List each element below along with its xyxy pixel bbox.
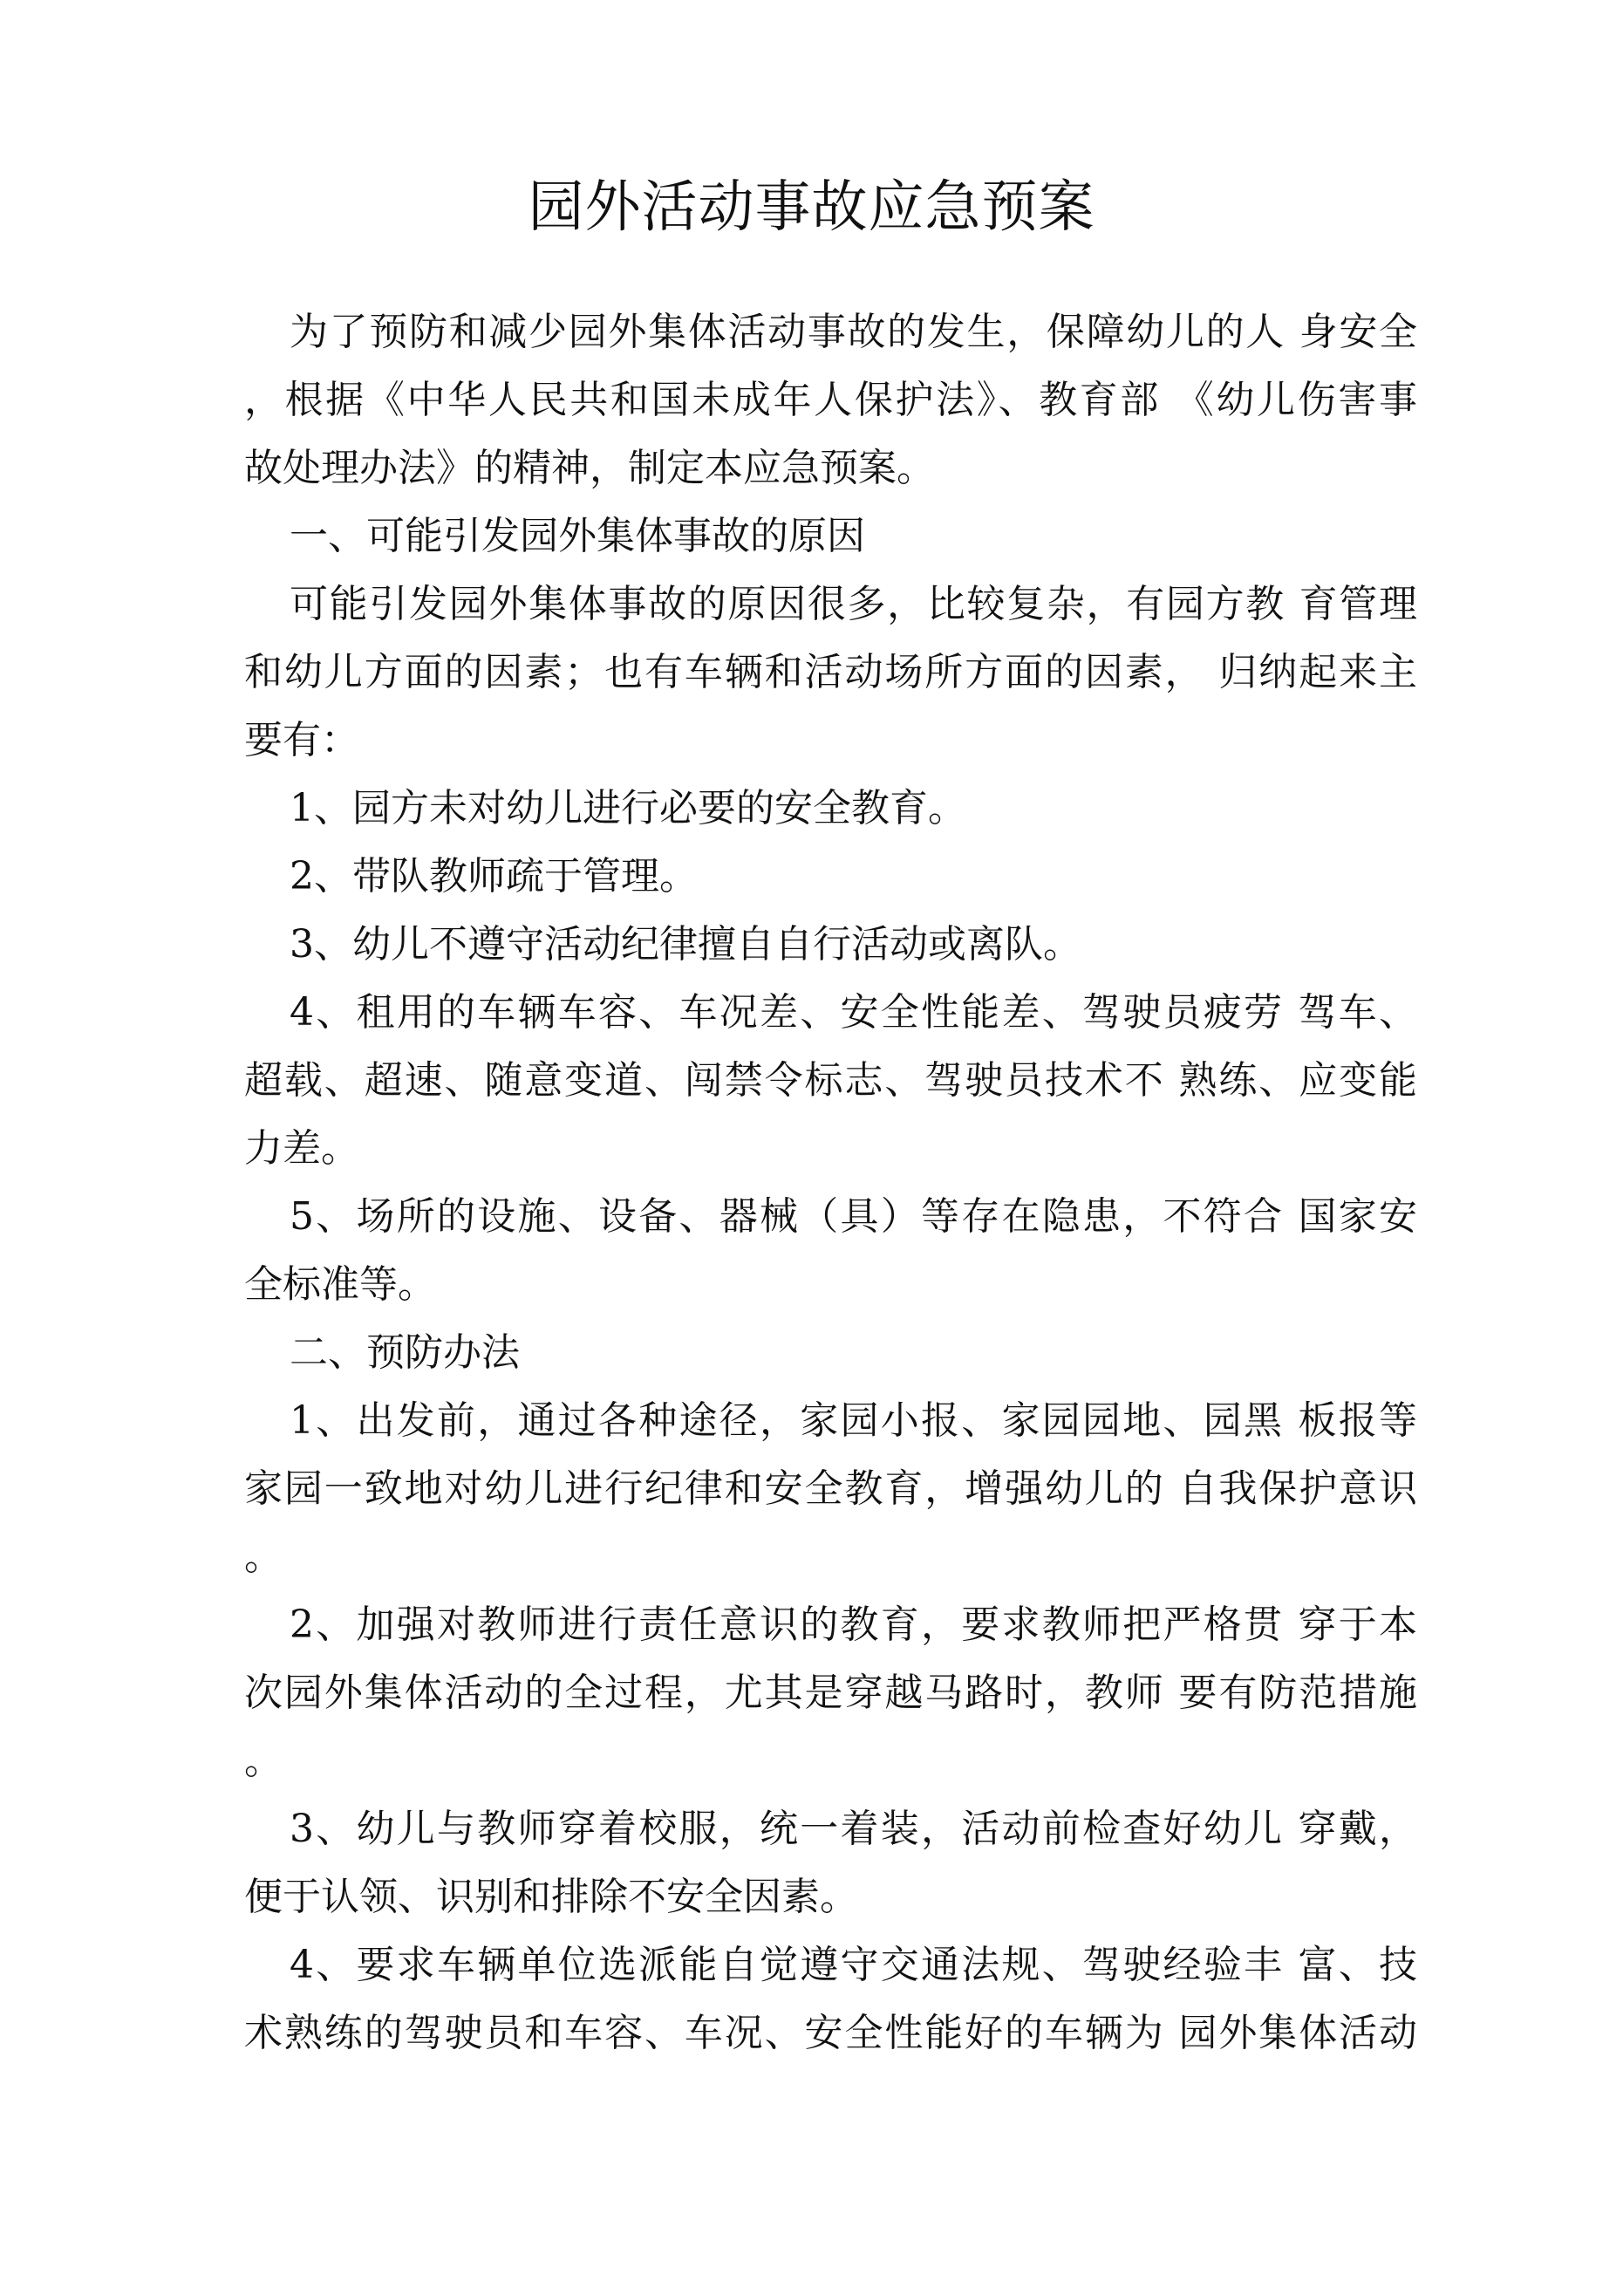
- body-text-line: ，根据《中华人民共和国未成年人保护法》、教育部 《幼儿伤害事: [244, 378, 1417, 422]
- body-text-line: 4、要求车辆单位选派能自觉遵守交通法规、驾驶经验丰 富、技: [290, 1943, 1417, 1987]
- body-text-line: 5、场所的设施、设备、器械（具）等存在隐患，不符合 国家安: [290, 1194, 1417, 1239]
- document-title: 园外活动事故应急预案: [528, 175, 1095, 240]
- body-text-line: 2、加强对教师进行责任意识的教育，要求教师把严格贯 穿于本: [290, 1602, 1417, 1647]
- body-text-line: 1、出发前，通过各种途径，家园小报、家园园地、园黑 板报等: [290, 1398, 1417, 1443]
- body-text-line: 全标准等。: [244, 1262, 436, 1307]
- body-text-line: 为了预防和减少园外集体活动事故的发生，保障幼儿的人 身安全: [290, 310, 1417, 354]
- body-text-line: 家园一致地对幼儿进行纪律和安全教育，增强幼儿的 自我保护意识: [244, 1466, 1417, 1511]
- body-text-line: 要有：: [244, 718, 359, 762]
- body-text-line: 和幼儿方面的因素；也有车辆和活动场所方面的因素， 归纳起来主: [244, 650, 1417, 694]
- body-text-line: 超载、超速、随意变道、闯禁令标志、驾驶员技术不 熟练、应变能: [244, 1058, 1417, 1103]
- body-text-line: 次园外集体活动的全过程，尤其是穿越马路时，教师 要有防范措施: [244, 1671, 1417, 1715]
- body-text-line: 4、租用的车辆车容、车况差、安全性能差、驾驶员疲劳 驾车、: [290, 990, 1417, 1035]
- body-text-line: 3、幼儿不遵守活动纪律擅自自行活动或离队。: [290, 922, 1081, 967]
- body-text-line: 3、幼儿与教师穿着校服，统一着装，活动前检查好幼儿 穿戴，: [290, 1807, 1417, 1851]
- body-text-line: 1、园方未对幼儿进行必要的安全教育。: [290, 786, 966, 830]
- body-text-line: 一、可能引发园外集体事故的原因: [290, 514, 865, 558]
- body-text-line: 便于认领、识别和排除不安全因素。: [244, 1875, 858, 1919]
- body-text-line: 故处理办法》的精神，制定本应急预案。: [244, 446, 935, 490]
- body-text-line: 术熟练的驾驶员和车容、车况、安全性能好的车辆为 园外集体活动: [244, 2011, 1417, 2055]
- body-text-line: 。: [244, 1739, 283, 1783]
- body-text-line: 。: [244, 1534, 283, 1579]
- body-text-line: 力差。: [244, 1126, 359, 1171]
- body-text-line: 二、预防办法: [290, 1330, 520, 1375]
- body-text-line: 可能引发园外集体事故的原因很多，比较复杂，有园方教 育管理: [290, 582, 1417, 626]
- document-body: [244, 298, 1417, 2067]
- body-text-line: 2、带队教师疏于管理。: [290, 854, 698, 899]
